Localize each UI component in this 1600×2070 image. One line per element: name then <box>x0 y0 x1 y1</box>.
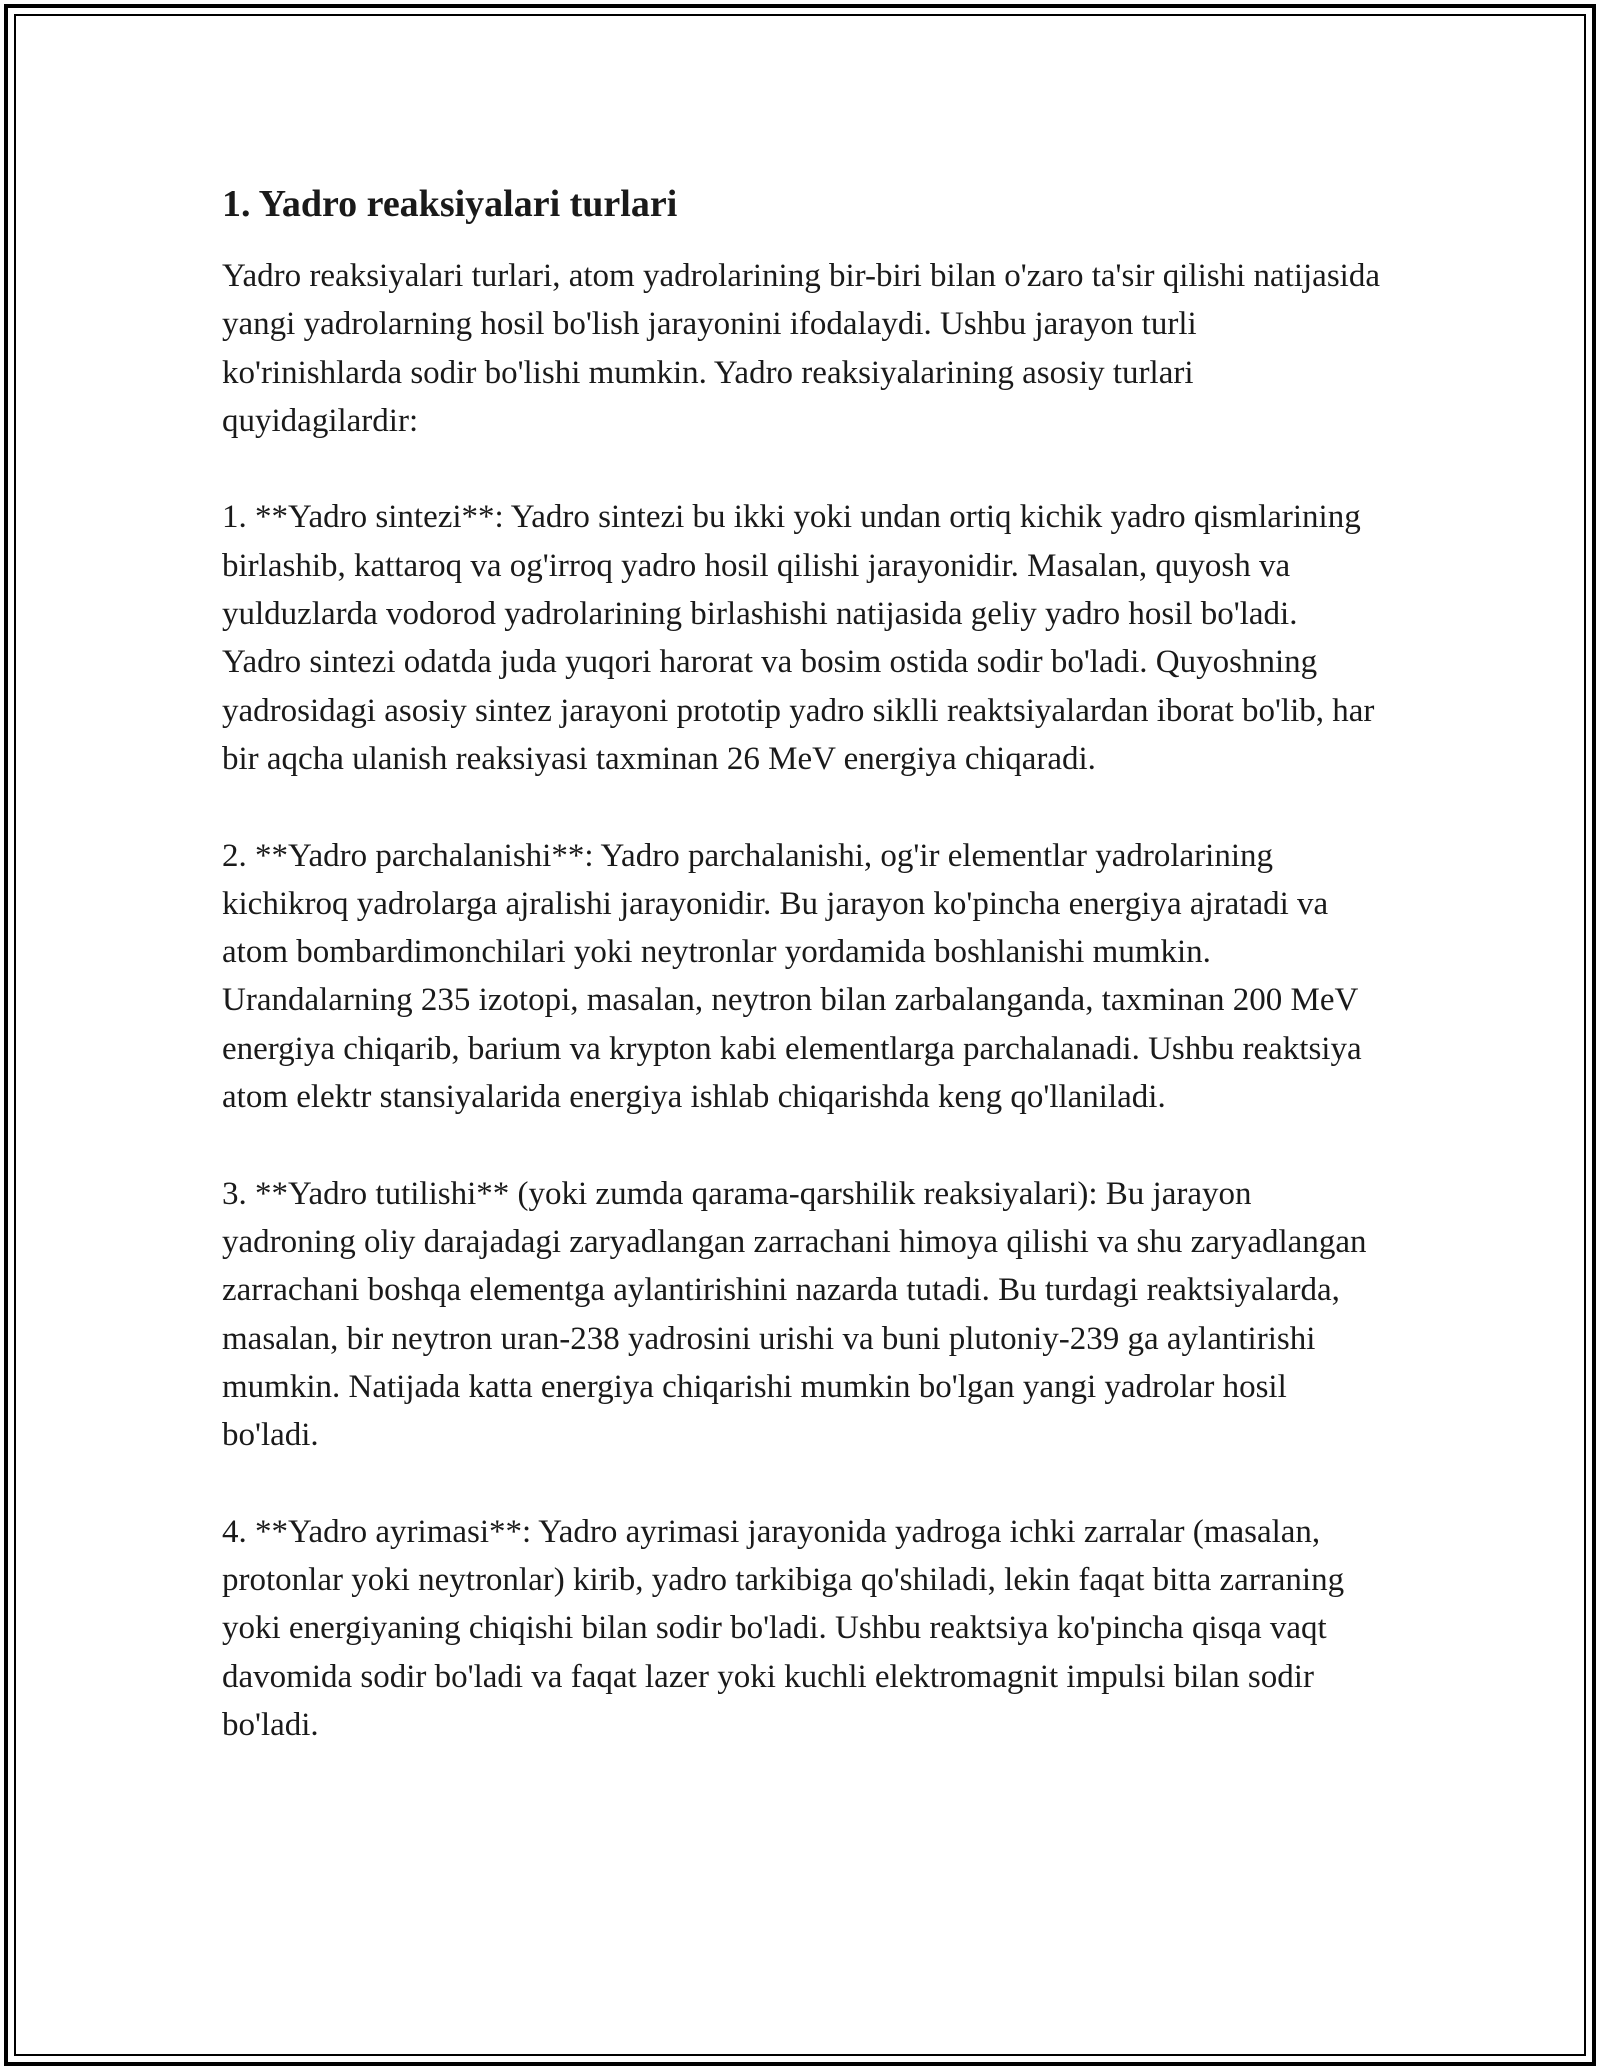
paragraph-separation: 4. **Yadro ayrimasi**: Yadro ayrimasi jarayonida yadroga ichki zarralar (masalan, protonlar yoki neytronlar) kirib, yadro tarkibiga qo'shiladi, lekin faqat bitta zarraning yoki energiyaning chiqishi bilan sodir bo'ladi. Ushbu reaktsiya ko'pincha qisqa vaqt davomida sodir bo'ladi va faqat lazer yoki kuchli elektromagnit impulsi bilan sodir bo'ladi. <box>222 1513 1345 1743</box>
document-body <box>222 178 1382 1798</box>
paragraph-capture: 3. **Yadro tutilishi** (yoki zumda qarama-qarshilik reaksiyalari): Bu jarayon yadroning oliy darajadagi zaryadlangan zarrachani himoya qilishi va shu zaryadlangan zarrachani boshqa elementga aylantirishini nazarda tutadi. Bu turdagi reaktsiyalarda, masalan, bir neytron uran-238 yadrosini urishi va buni plutoniy-239 ga aylantirishi mumkin. Natijada katta energiya chiqarishi mumkin bo'lgan yangi yadrolar hosil bo'ladi. <box>222 1175 1367 1454</box>
intro-paragraph: Yadro reaksiyalari turlari, atom yadrolarining bir-biri bilan o'zaro ta'sir qilishi natijasida yangi yadrolarning hosil bo'lish jarayonini ifodalaydi. Ushbu jarayon turli ko'rinishlarda sodir bo'lishi mumkin. Yadro reaksiyalarining asosiy turlari quyidagilardir: <box>222 258 1380 439</box>
paragraph-fusion: 1. **Yadro sintezi**: Yadro sintezi bu ikki yoki undan ortiq kichik yadro qismlarining birlashib, kattaroq va og'irroq yadro hosil qilishi jarayonidir. Masalan, quyosh va yulduzlarda vodorod yadrolarining birlashishi natijasida geliy yadro hosil bo'ladi. Yadro sintezi odatda juda yuqori harorat va bosim ostida sodir bo'ladi. Quyoshning yadrosidagi asosiy sintez jarayoni prototip yadro siklli reaktsiyalardan iborat bo'lib, har bir aqcha ulanish reaksiyasi taxminan 26 MeV energiya chiqaradi. <box>222 499 1375 777</box>
page-title: 1. Yadro reaksiyalari turlari <box>222 183 678 225</box>
paragraph-fission: 2. **Yadro parchalanishi**: Yadro parchalanishi, og'ir elementlar yadrolarining kichikroq yadrolarga ajralishi jarayonidir. Bu jarayon ko'pincha energiya ajratadi va atom bombardimonchilari yoki neytronlar yordamida boshlanishi mumkin. Urandalarning 235 izotopi, masalan, neytron bilan zarbalanganda, taxminan 200 MeV energiya chiqarib, barium va krypton kabi elementlarga parchalanadi. Ushbu reaktsiya atom elektr stansiyalarida energiya ishlab chiqarishda keng qo'llaniladi. <box>222 837 1362 1116</box>
